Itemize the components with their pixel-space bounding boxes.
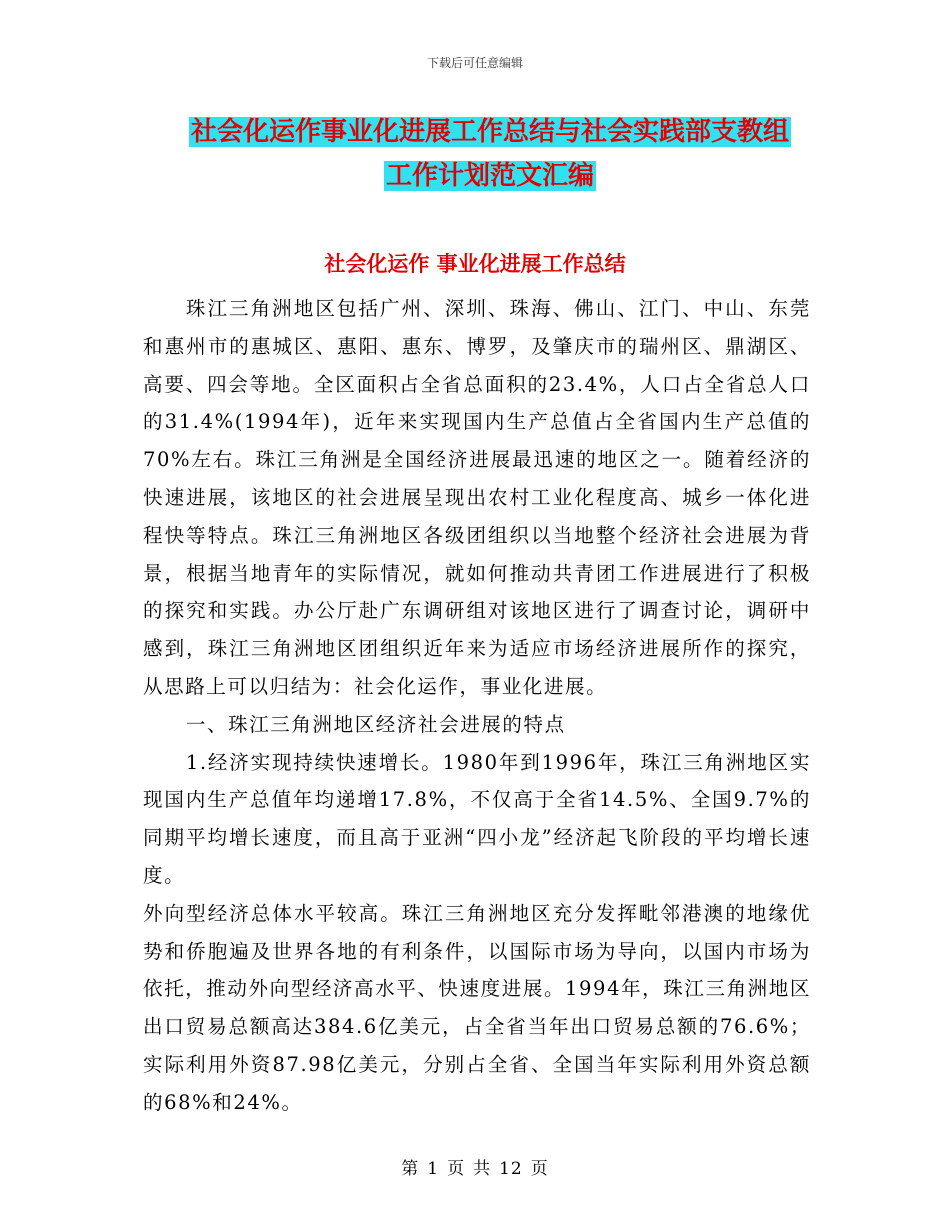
footer-mid: 页 xyxy=(447,1159,466,1179)
paragraph-point-1: 1.经济实现持续快速增长。1980年到1996年，珠江三角洲地区实现国内生产总值年均递增17.8%，不仅高于全省14.5%、全国9.7%的同期平均增长速度，而且高于亚洲“四小龙”经济起飞阶段的平均增长速度。 xyxy=(143,750,811,887)
page-footer xyxy=(0,1154,950,1179)
paragraph-intro: 珠江三角洲地区包括广州、深圳、珠海、佛山、江门、中山、东莞和惠州市的惠城区、惠阳、惠东、博罗，及肇庆市的瑞州区、鼎湖区、高要、四会等地。全区面积占全省总面积的23.4%，人口占全省总人口的31.4%(1994年)，近年来实现国内生产总值占全省国内生产总值的70%左右。珠江三角洲是全国经济进展最迅速的地区之一。随着经济的快速进展，该地区的社会进展呈现出农村工业化程度高、城乡一体化进程快等特点。珠江三角洲地区各级团组织以当地整个经济社会进展为背景，根据当地青年的实际情况，就如何推动共青团工作进展进行了积极的探究和实践。办公厅赴广东调研组对该地区进行了调查讨论，调研中感到，珠江三角洲地区团组织近年来为适应市场经济进展所作的探究，从思路上可以归结为：社会化运作，事业化进展。 xyxy=(143,297,811,698)
section-title: 社会化运作 事业化进展工作总结 xyxy=(324,252,626,276)
footer-suffix: 页 xyxy=(530,1159,549,1179)
paragraph-heading-1: 一、珠江三角洲地区经济社会进展的特点 xyxy=(185,712,566,736)
title-line-2: 工作计划范文汇编 xyxy=(385,161,594,191)
footer-prefix: 第 xyxy=(401,1159,420,1179)
footer-page-number: 1 xyxy=(427,1159,440,1179)
document-body xyxy=(143,290,811,1122)
paragraph-point-2: 外向型经济总体水平较高。珠江三角洲地区充分发挥毗邻港澳的地缘优势和侨胞遍及世界各地的有利条件，以国际市场为导向，以国内市场为依托，推动外向型经济高水平、快速度进展。1994年，珠江三角洲地区出口贸易总额高达384.6亿美元，占全省当年出口贸易总额的76.6%；实际利用外资87.98亿美元，分别占全省、全国当年实际利用外资总额的68%和24%。 xyxy=(143,901,811,1114)
title-line-1: 社会化运作事业化进展工作总结与社会实践部支教组 xyxy=(190,117,789,147)
document-title xyxy=(140,110,840,198)
footer-total-pages: 12 xyxy=(499,1159,523,1179)
header-note: 下载后可任意编辑 xyxy=(426,56,523,70)
footer-total-prefix: 共 xyxy=(473,1159,492,1179)
